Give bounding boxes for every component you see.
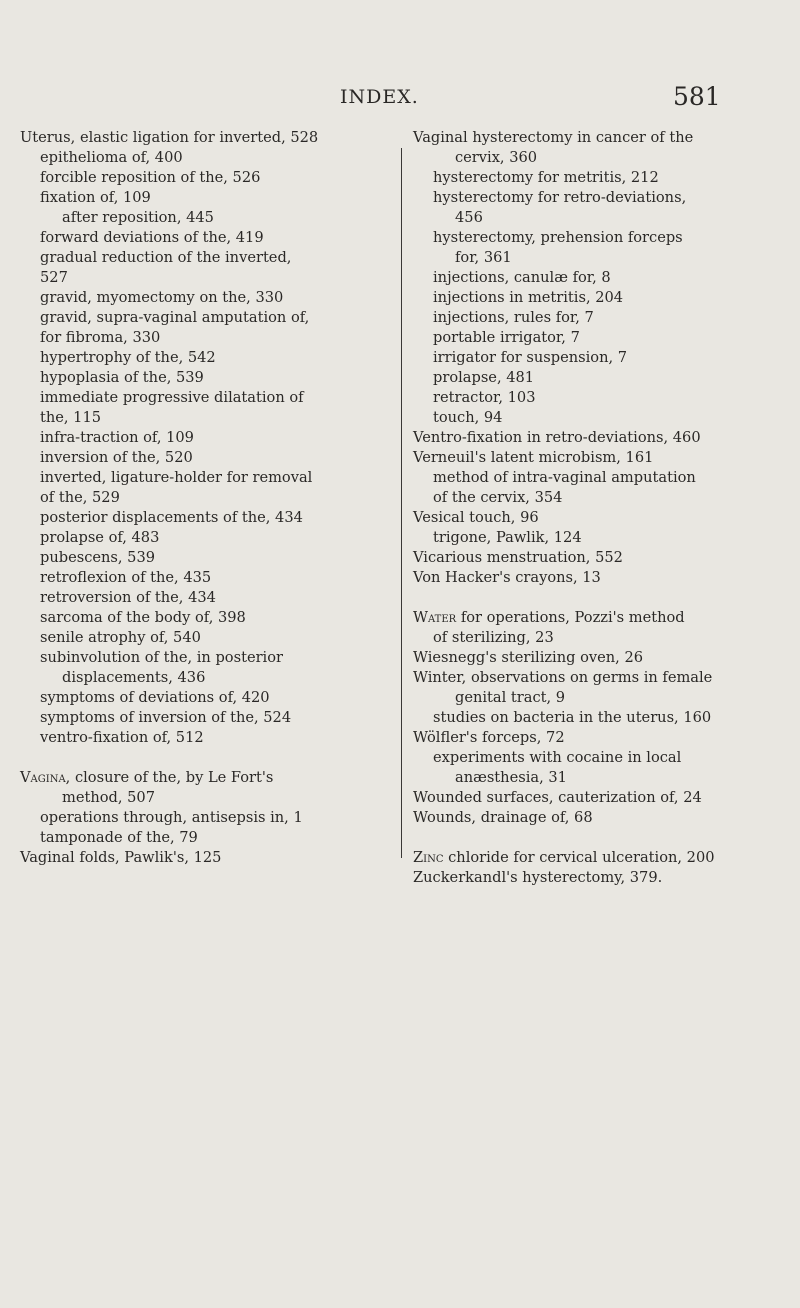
index-entry: symptoms of deviations of, 420: [40, 689, 270, 706]
index-entry: senile atrophy of, 540: [40, 629, 201, 646]
section-initial-word: Vagina: [20, 769, 66, 786]
index-entry: Uterus, elastic ligation for inverted, 528: [20, 129, 319, 146]
index-entry: retroflexion of the, 435: [40, 569, 212, 586]
index-entry: hysterectomy for retro-deviations,: [433, 189, 687, 206]
section-gap: [413, 828, 793, 848]
index-entry: Verneuil's latent microbism, 161: [413, 449, 654, 466]
index-entry: experiments with cocaine in local: [433, 749, 682, 766]
index-entry: Von Hacker's crayons, 13: [413, 569, 601, 586]
entry-text: , closure of the, by Le Fort's: [65, 769, 274, 786]
index-entry: Vaginal hysterectomy in cancer of the: [413, 129, 694, 146]
index-entry: sarcoma of the body of, 398: [40, 609, 246, 626]
section-initial-word: Water: [413, 609, 457, 626]
index-entry: method of intra-vaginal amputation: [433, 469, 696, 486]
entry-text: for operations, Pozzi's method: [456, 609, 685, 626]
index-entry: Wounds, drainage of, 68: [413, 809, 593, 826]
index-entry: hysterectomy for metritis, 212: [433, 169, 659, 186]
index-entry: prolapse of, 483: [40, 529, 160, 546]
index-entry: Vaginal folds, Pawlik's, 125: [20, 849, 222, 866]
index-entry: ventro-fixation of, 512: [40, 729, 204, 746]
index-entry: gravid, supra-vaginal amputation of,: [40, 309, 310, 326]
running-header: [0, 82, 800, 116]
index-entry: for, 361: [455, 249, 512, 266]
index-entry: posterior displacements of the, 434: [40, 509, 303, 526]
section-initial-word: Zinc: [413, 849, 444, 866]
index-entry: 527: [40, 269, 68, 286]
index-entry: subinvolution of the, in posterior: [40, 649, 283, 666]
index-entry: Wounded surfaces, cauterization of, 24: [413, 789, 702, 806]
index-entry: for fibroma, 330: [40, 329, 161, 346]
index-entry: retroversion of the, 434: [40, 589, 216, 606]
index-entry: 456: [455, 209, 483, 226]
index-entry: trigone, Pawlik, 124: [433, 529, 582, 546]
index-entry: hypertrophy of the, 542: [40, 349, 216, 366]
index-entry: irrigator for suspension, 7: [433, 349, 628, 366]
index-entry: of the cervix, 354: [433, 489, 563, 506]
index-entry: method, 507: [62, 789, 155, 806]
index-entry: infra-traction of, 109: [40, 429, 194, 446]
index-entry: cervix, 360: [455, 149, 538, 166]
index-entry: of the, 529: [40, 489, 120, 506]
index-entry: forcible reposition of the, 526: [40, 169, 261, 186]
index-entry: inversion of the, 520: [40, 449, 193, 466]
index-entry: injections, rules for, 7: [433, 309, 594, 326]
index-entry: fixation of, 109: [40, 189, 151, 206]
index-entry: forward deviations of the, 419: [40, 229, 264, 246]
index-entry: symptoms of inversion of the, 524: [40, 709, 292, 726]
index-entry: [413, 608, 793, 628]
index-entry: of sterilizing, 23: [433, 629, 554, 646]
index-entry: [20, 768, 392, 788]
index-entry: Zuckerkandl's hysterectomy, 379.: [413, 869, 663, 886]
index-entry: injections, canulæ for, 8: [433, 269, 611, 286]
index-entry: pubescens, 539: [40, 549, 156, 566]
index-entry: tamponade of the, 79: [40, 829, 198, 846]
index-entry: displacements, 436: [62, 669, 206, 686]
index-entry: Ventro-fixation in retro-deviations, 460: [413, 429, 701, 446]
index-entry: portable irrigator, 7: [433, 329, 580, 346]
index-entry: retractor, 103: [433, 389, 536, 406]
index-entry: immediate progressive dilatation of: [40, 389, 304, 406]
index-entry: anæsthesia, 31: [455, 769, 567, 786]
section-gap: [413, 588, 793, 608]
index-entry: injections in metritis, 204: [433, 289, 624, 306]
index-entry: gravid, myomectomy on the, 330: [40, 289, 284, 306]
index-entry: after reposition, 445: [62, 209, 214, 226]
index-entry: inverted, ligature-holder for removal: [40, 469, 313, 486]
column-divider: [401, 148, 402, 858]
entry-text: chloride for cervical ulceration, 200: [443, 849, 715, 866]
index-entry: Winter, observations on germs in female: [413, 669, 713, 686]
index-entry: genital tract, 9: [455, 689, 566, 706]
index-entry: gradual reduction of the inverted,: [40, 249, 292, 266]
index-entry: epithelioma of, 400: [40, 149, 183, 166]
index-entry: Vicarious menstruation, 552: [413, 549, 623, 566]
index-entry: touch, 94: [433, 409, 503, 426]
index-entry: prolapse, 481: [433, 369, 535, 386]
index-entry: hysterectomy, prehension forceps: [433, 229, 683, 246]
index-entry: hypoplasia of the, 539: [40, 369, 204, 386]
section-gap: [20, 748, 392, 768]
index-column-right: [413, 128, 793, 888]
index-entry: Vesical touch, 96: [413, 509, 539, 526]
index-entry: Wölfler's forceps, 72: [413, 729, 565, 746]
header-title: INDEX.: [340, 86, 419, 108]
index-entry: Wiesnegg's sterilizing oven, 26: [413, 649, 644, 666]
index-entry: studies on bacteria in the uterus, 160: [433, 709, 712, 726]
index-column-left: [20, 128, 392, 868]
index-entry: operations through, antisepsis in, 1: [40, 809, 303, 826]
page-number: 581: [673, 82, 721, 111]
index-entry: the, 115: [40, 409, 102, 426]
index-entry: [413, 848, 793, 868]
